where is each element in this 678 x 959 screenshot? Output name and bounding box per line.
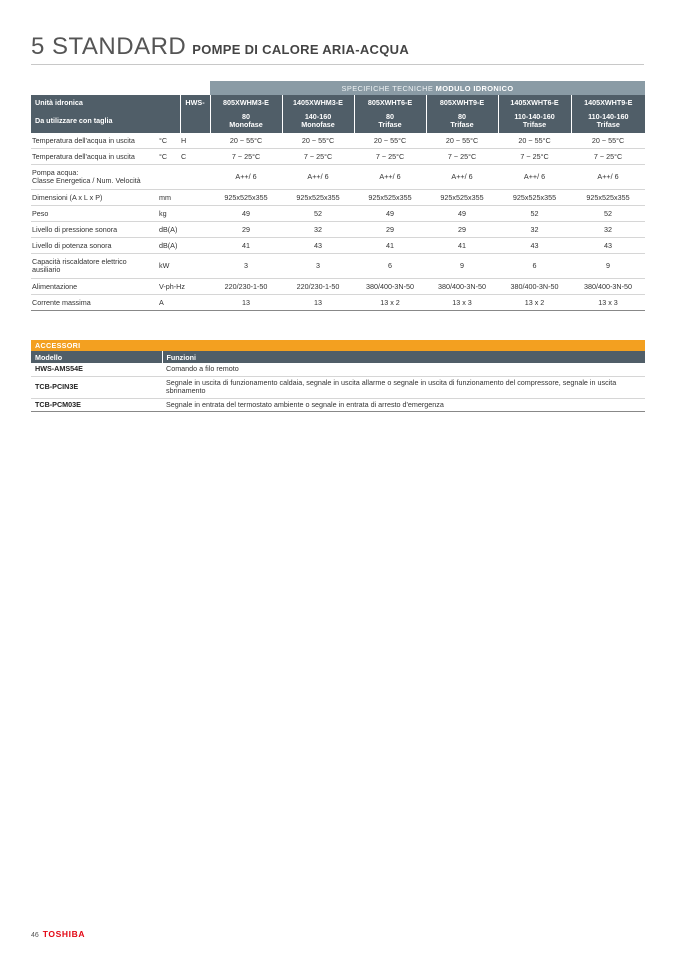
spec-row-mode: H [180,133,210,149]
spec-row-label: Temperatura dell'acqua in uscita [31,149,158,165]
spec-banner: SPECIFICHE TECNICHE MODULO IDRONICO [210,81,645,95]
accessories-title: ACCESSORI [31,340,645,351]
accessory-row [31,376,645,398]
spec-cell: 13 x 2 [498,295,571,311]
spec-row-mode [180,206,210,222]
spec-table [31,81,645,311]
spec-cell: A++/ 6 [426,165,498,190]
size-header [498,109,571,133]
spec-row-mode [180,165,210,190]
spec-cell: 29 [354,222,426,238]
size-header-row [31,109,645,133]
accessory-model: HWS-AMS54E [31,363,162,376]
spec-row-label: Temperatura dell'acqua in uscita [31,133,158,149]
spec-cell: A++/ 6 [571,165,645,190]
spec-row-unit: kg [158,206,180,222]
spec-cell: 13 x 2 [354,295,426,311]
spec-cell: 3 [210,254,282,279]
size-phase: Monofase [301,120,335,129]
size-header [426,109,498,133]
spec-cell: 13 x 3 [426,295,498,311]
spec-row-label: Dimensioni (A x L x P) [31,190,158,206]
spec-cell: 20 ~ 55°C [571,133,645,149]
spec-cell: 7 ~ 25°C [498,149,571,165]
accessory-model: TCB-PCIN3E [31,376,162,398]
accessory-model: TCB-PCM03E [31,398,162,412]
spec-cell: 41 [210,238,282,254]
spec-cell: 220/230-1-50 [282,279,354,295]
model-header: 805XWHT6-E [354,95,426,109]
spec-cell: 3 [282,254,354,279]
spec-cell: A++/ 6 [210,165,282,190]
size-value: 80 [242,112,251,121]
spec-row-unit: °C [158,133,180,149]
spec-row-unit: °C [158,149,180,165]
spec-row-label: Pompa acqua: Classe Energetica / Num. Velocità [31,165,158,190]
spec-cell: 925x525x355 [571,190,645,206]
spec-row-mode [180,254,210,279]
spec-cell: 20 ~ 55°C [354,133,426,149]
spec-cell: 7 ~ 25°C [282,149,354,165]
spec-cell: A++/ 6 [282,165,354,190]
spec-row [31,222,645,238]
model-header: 805XWHT9-E [426,95,498,109]
spec-row [31,165,645,190]
spec-cell: 20 ~ 55°C [282,133,354,149]
spec-cell: 925x525x355 [282,190,354,206]
accessories-table [31,340,645,412]
spec-cell: A++/ 6 [498,165,571,190]
page-title [31,33,644,61]
accessory-function: Comando a filo remoto [162,363,645,376]
unit-prefix: HWS- [180,95,210,109]
accessory-row [31,398,645,412]
size-value: 110-140-160 [514,112,555,121]
col-model: Modello [31,351,162,363]
spec-cell: 13 [210,295,282,311]
size-header [354,109,426,133]
spec-row [31,254,645,279]
spec-cell: 380/400-3N-50 [571,279,645,295]
spec-row-label: Corrente massima [31,295,158,311]
spec-cell: 220/230-1-50 [210,279,282,295]
spec-row [31,149,645,165]
spec-cell: 49 [354,206,426,222]
spec-cell: 7 ~ 25°C [571,149,645,165]
spec-cell: 6 [354,254,426,279]
spec-cell: 29 [426,222,498,238]
spec-cell: 43 [571,238,645,254]
spec-cell: 43 [282,238,354,254]
spec-row-mode [180,295,210,311]
spec-row-label: Peso [31,206,158,222]
spec-row-unit: dB(A) [158,222,180,238]
spec-row-label: Livello di potenza sonora [31,238,158,254]
unit-label: Unità idronica [31,95,180,109]
size-value: 80 [458,112,467,121]
spec-row-unit [158,165,180,190]
size-header [282,109,354,133]
model-header-row [31,95,645,109]
accessory-function: Segnale in uscita di funzionamento caldaia, segnale in uscita allarme o segnale in uscita di funzionamento del compressore, segnale in uscita sbrinamento [162,376,645,398]
size-header [210,109,282,133]
spec-cell: 52 [282,206,354,222]
spec-row [31,295,645,311]
accessory-function: Segnale in entrata del termostato ambiente o segnale in entrata di arresto d'emergenza [162,398,645,412]
spec-cell: 32 [498,222,571,238]
size-header [571,109,645,133]
spec-row [31,206,645,222]
page-number: 46 [31,932,39,939]
spec-row-mode [180,238,210,254]
spec-cell: A++/ 6 [354,165,426,190]
spec-row [31,190,645,206]
size-phase: Trifase [450,120,474,129]
spec-cell: 9 [426,254,498,279]
spec-cell: 7 ~ 25°C [354,149,426,165]
size-phase: Monofase [229,120,263,129]
size-label: Da utilizzare con taglia [31,109,158,133]
spec-row-unit: A [158,295,180,311]
spec-row [31,238,645,254]
spec-cell: 380/400-3N-50 [498,279,571,295]
size-value: 140-160 [304,112,332,121]
spec-cell: 13 x 3 [571,295,645,311]
spec-cell: 52 [571,206,645,222]
spec-cell: 20 ~ 55°C [210,133,282,149]
spec-cell: 13 [282,295,354,311]
model-header: 1405XWHT9-E [571,95,645,109]
spec-cell: 6 [498,254,571,279]
model-header: 1405XWHT6-E [498,95,571,109]
spec-cell: 32 [571,222,645,238]
spec-row-mode [180,190,210,206]
spec-banner-row [31,81,645,95]
model-header: 805XWHM3-E [210,95,282,109]
size-value: 110-140-160 [588,112,629,121]
size-value: 80 [386,112,395,121]
size-phase: Trifase [596,120,620,129]
size-phase: Trifase [378,120,402,129]
page-footer [31,929,85,939]
spec-cell: 925x525x355 [210,190,282,206]
spec-row-unit: V-ph-Hz [158,279,180,295]
spec-cell: 29 [210,222,282,238]
accessory-row [31,363,645,376]
spec-cell: 41 [426,238,498,254]
spec-cell: 32 [282,222,354,238]
spec-cell: 380/400-3N-50 [426,279,498,295]
spec-cell: 43 [498,238,571,254]
spec-cell: 49 [426,206,498,222]
spec-row-mode [180,222,210,238]
spec-cell: 49 [210,206,282,222]
spec-cell: 20 ~ 55°C [426,133,498,149]
spec-row-label: Capacità riscaldatore elettrico ausiliario [31,254,158,279]
spec-row [31,279,645,295]
spec-row-label: Livello di pressione sonora [31,222,158,238]
spec-row-unit: kW [158,254,180,279]
spec-cell: 925x525x355 [354,190,426,206]
spec-cell: 7 ~ 25°C [426,149,498,165]
col-function: Funzioni [162,351,645,363]
spec-row-unit: dB(A) [158,238,180,254]
title-divider [31,64,644,65]
section-number: 5 STANDARD [31,33,187,60]
toshiba-logo: TOSHIBA [42,929,86,939]
spec-row [31,133,645,149]
spec-row-mode: C [180,149,210,165]
spec-cell: 380/400-3N-50 [354,279,426,295]
spec-cell: 20 ~ 55°C [498,133,571,149]
spec-cell: 925x525x355 [498,190,571,206]
spec-row-unit: mm [158,190,180,206]
size-phase: Trifase [522,120,547,129]
spec-cell: 52 [498,206,571,222]
spec-cell: 925x525x355 [426,190,498,206]
spec-cell: 9 [571,254,645,279]
spec-cell: 7 ~ 25°C [210,149,282,165]
spec-cell: 41 [354,238,426,254]
spec-row-label: Alimentazione [31,279,158,295]
section-subtitle: POMPE DI CALORE ARIA-ACQUA [192,42,410,57]
model-header: 1405XWHM3-E [282,95,354,109]
